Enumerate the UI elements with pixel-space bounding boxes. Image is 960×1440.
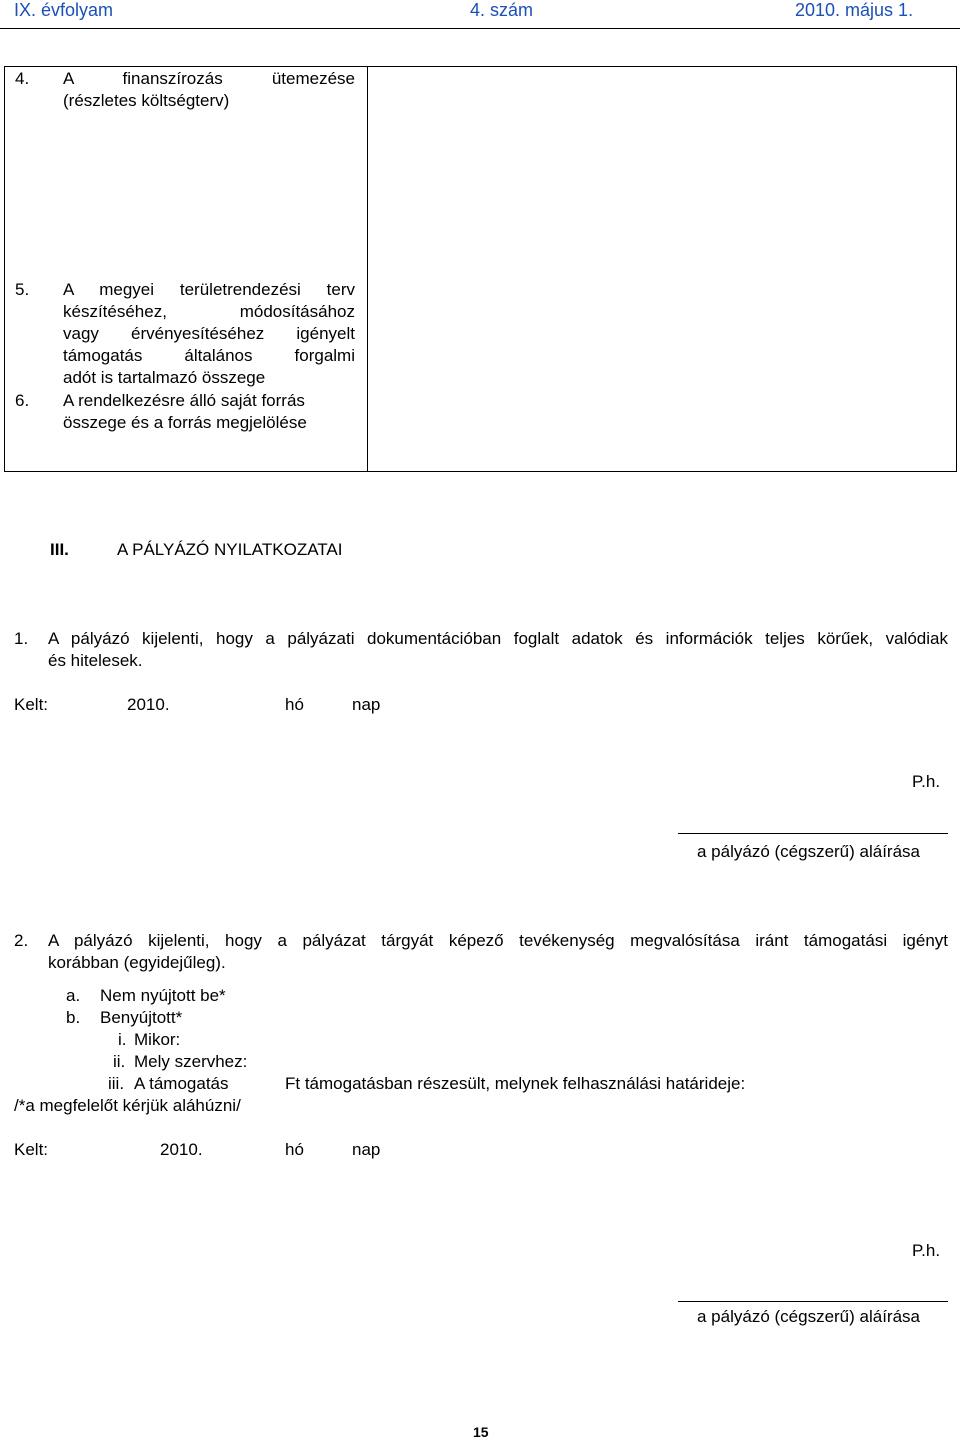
row-number: 5. [15, 280, 30, 299]
table-row [5, 67, 367, 157]
kelt-day: nap [352, 1140, 381, 1159]
declaration-2-text [48, 930, 948, 974]
declaration-1-text [48, 628, 948, 672]
row-label-line: összege és a forrás megjelölése [63, 413, 307, 432]
declaration-line: A pályázó kijelenti, hogy a pályázati dokumentációban foglalt adatok és információk teljes körűek, valódiak [48, 629, 948, 648]
signature-line [678, 833, 948, 834]
row-label-line: vagy érvényesítéséhez igényelt [63, 324, 355, 343]
signature-caption: a pályázó (cégszerű) aláírása [697, 1307, 921, 1326]
sub-i-label: i. [118, 1030, 127, 1049]
row-label-line: támogatás általános forgalmi [63, 346, 355, 365]
sub-i-text: Mikor: [134, 1030, 181, 1049]
kelt-label: Kelt: [14, 695, 49, 714]
row-label-line: készítéséhez, módosításához [63, 302, 355, 321]
header-rule [0, 28, 960, 29]
row-label-line: adót is tartalmazó összege [63, 368, 266, 387]
kelt-month: hó [285, 1140, 304, 1159]
option-b-text: Benyújtott* [100, 1008, 183, 1027]
section-title: A PÁLYÁZÓ NYILATKOZATAI [117, 540, 343, 559]
sub-ii-text: Mely szervhez: [134, 1052, 248, 1071]
kelt-month: hó [285, 695, 304, 714]
page-number: 15 [473, 1424, 489, 1440]
declaration-line: korábban (egyidejűleg). [48, 953, 226, 972]
sub-iii-rest: Ft támogatásban részesült, melynek felhasználási határideje: [285, 1074, 746, 1093]
table-column-divider [367, 67, 368, 471]
sub-iii-label: iii. [108, 1074, 125, 1093]
issue-date: 2010. május 1. [795, 0, 914, 20]
kelt-year: 2010. [160, 1140, 203, 1159]
row-label-line: A rendelkezésre álló saját forrás [63, 391, 305, 410]
row-label-line: A megyei területrendezési terv [63, 280, 355, 299]
option-a-text: Nem nyújtott be* [100, 986, 226, 1005]
issue-number: 4. szám [470, 0, 534, 20]
stamp-placeholder: P.h. [912, 772, 941, 791]
option-b-label: b. [66, 1008, 81, 1027]
option-a-label: a. [66, 986, 81, 1005]
declaration-line: és hitelesek. [48, 651, 143, 670]
budget-table [4, 66, 957, 472]
row-number: 4. [15, 69, 30, 88]
row-label-line: A finanszírozás ütemezése [63, 69, 355, 88]
stamp-placeholder: P.h. [912, 1241, 941, 1260]
kelt-year: 2010. [127, 695, 170, 714]
declaration-2-number: 2. [14, 931, 29, 950]
row-label-line: (részletes költségterv) [63, 91, 230, 110]
signature-line [678, 1301, 948, 1302]
footnote: /*a megfelelőt kérjük aláhúzni/ [14, 1096, 241, 1115]
signature-caption: a pályázó (cégszerű) aláírása [697, 842, 921, 861]
kelt-label: Kelt: [14, 1140, 49, 1159]
sub-ii-label: ii. [113, 1052, 126, 1071]
journal-volume: IX. évfolyam [14, 0, 114, 20]
declaration-line: A pályázó kijelenti, hogy a pályázat tárgyát képező tevékenység megvalósítása iránt támogatási igényt [48, 931, 948, 950]
declaration-1-number: 1. [14, 629, 29, 648]
section-number: III. [50, 540, 69, 559]
sub-iii-text: A támogatás [134, 1074, 229, 1093]
kelt-day: nap [352, 695, 381, 714]
row-number: 6. [15, 391, 30, 410]
